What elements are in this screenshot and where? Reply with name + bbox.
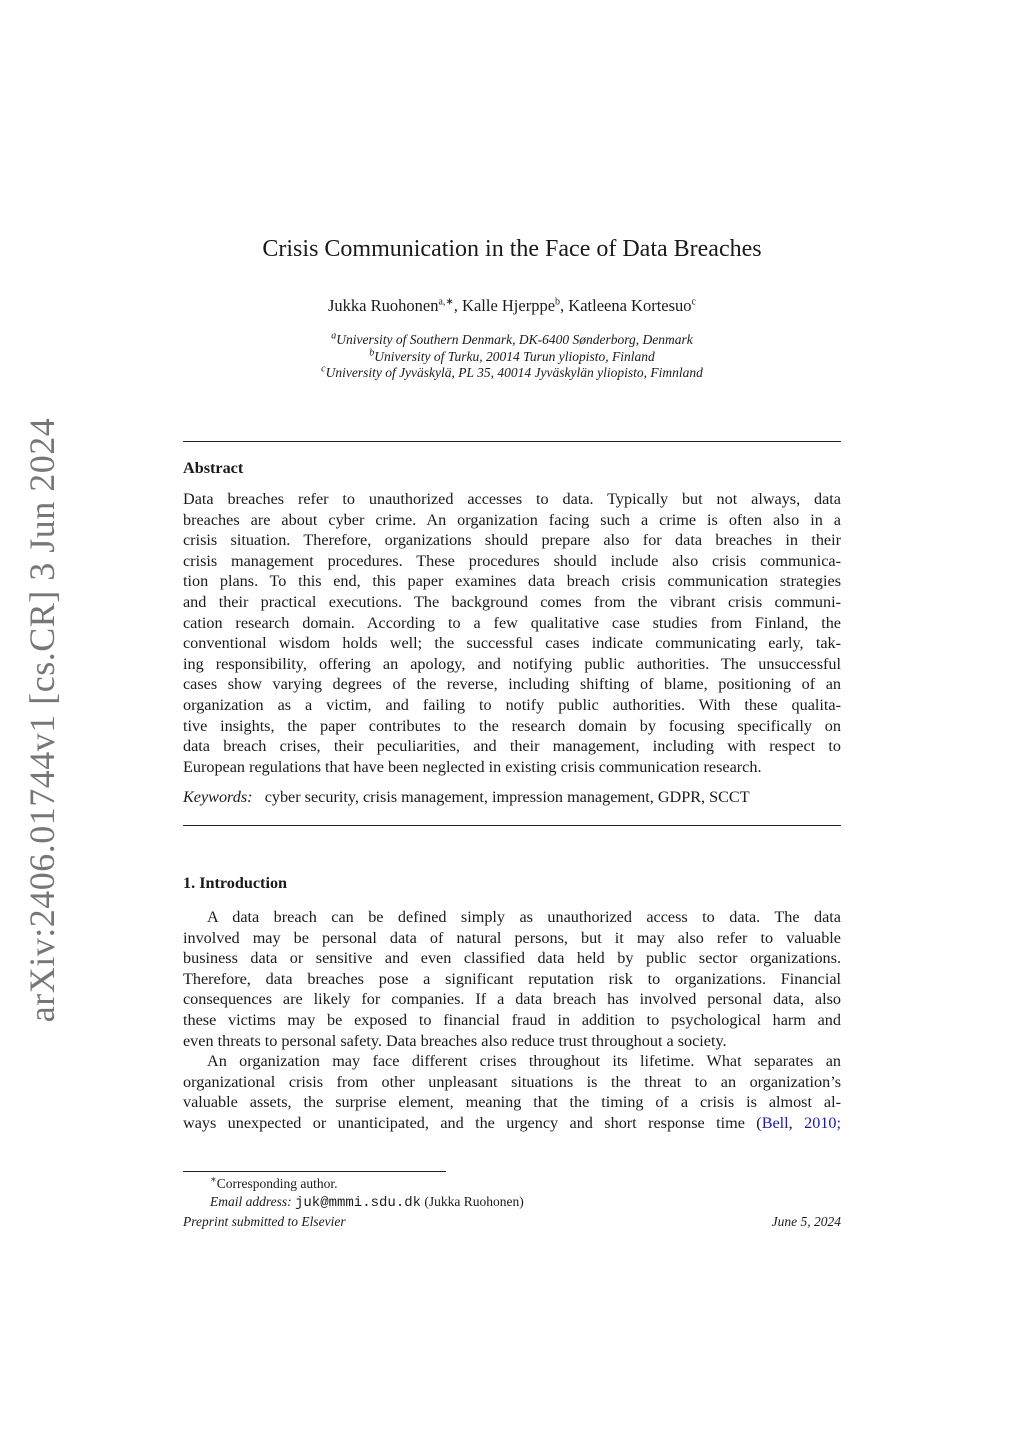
paragraph-line: these victims may be exposed to financial fraud in addition to psychological harm and [183,1010,841,1029]
footnote-rule [183,1171,446,1172]
arxiv-identifier: arXiv:2406.01744v1 [cs.CR] 3 Jun 2024 [22,417,62,1023]
keywords-label: Keywords: [183,788,253,807]
line-text: ways unexpected or unanticipated, and the urgency and short response time ( [183,1113,762,1132]
citation-year-link[interactable]: 2010 [804,1113,837,1132]
introduction-section [183,874,841,1134]
paragraph-line: business data or sensitive and even classified data held by public sector organizations. [183,949,841,968]
affil-text: University of Southern Denmark, DK-6400 Sønderborg, Denmark [336,332,693,347]
paragraph-line: organization as a victim, and failing to notify public authorities. With these qualita- [183,695,841,714]
paragraph-line: data breach crises, their peculiarities, and their management, including with respect to [183,737,841,756]
affiliation [0,349,1024,366]
cite-author[interactable]: Bell [761,1113,789,1132]
paragraph-line: involved may be personal data of natural persons, but it may also refer to valuable [183,928,841,947]
email-address[interactable]: juk@mmmi.sdu.dk [295,1195,422,1211]
affil-mark: b [369,347,375,358]
cite-sep: , [788,1113,805,1132]
paragraph-line: breaches are about cyber crime. An organization facing such a crime is often also in a [183,510,841,529]
paragraph-line: crisis situation. Therefore, organizations should prepare also for data breaches in their [183,531,841,550]
email-label: Email address: [210,1194,292,1209]
footnote [210,1175,524,1212]
paragraph-line: consequences are likely for companies. If a data breach has involved personal data, also [183,990,841,1009]
paragraph-line: European regulations that have been neglected in existing crisis communication research. [183,757,762,776]
author: Jukka Ruohonen [328,296,439,315]
affiliation [0,365,1024,382]
abstract-top-rule [183,441,841,442]
author: Kalle Hjerppe [462,296,556,315]
author: Katleena Kortesuo [568,296,692,315]
affil-text: University of Jyväskylä, PL 35, 40014 Jyväskylän yliopisto, Fimnland [325,365,703,380]
affiliation [0,332,1024,349]
cite-tail: ; [836,1113,841,1132]
keywords [183,788,841,807]
paragraph-line: even threats to personal safety. Data breaches also reduce trust throughout a society. [183,1031,727,1050]
paragraph [183,1051,841,1113]
affil-text: University of Turku, 20014 Turun yliopisto, Finland [374,348,655,364]
keywords-list: cyber security, crisis management, impression management, GDPR, SCCT [264,788,750,807]
abstract-body [183,489,841,777]
citation-link[interactable] [762,1114,789,1132]
paragraph-line [183,1113,841,1134]
paragraph-line: An organization may face different crises throughout its lifetime. What separates an [207,1052,841,1071]
paragraph [183,907,841,1051]
paragraph-line: conventional wisdom holds well; the successful cases indicate communicating early, tak- [183,634,841,653]
author-affil-mark: b [555,296,561,308]
paper-title: Crisis Communication in the Face of Data Breaches [262,236,762,262]
affiliations [0,332,1024,382]
paragraph-line: crisis management procedures. These procedures should include also crisis communica- [183,551,841,570]
paragraph-line: organizational crisis from other unpleasant situations is the threat to an organization’s [183,1072,841,1091]
paragraph-line: tive insights, the paper contributes to the research domain by focusing specifically on [183,716,841,735]
author-list: Jukka Ruohonen$^{a,∗}$, Kalle Hjerppe$^b$, Katleena Kortesuo$^c$ [328,296,696,315]
abstract-bottom-rule [183,825,841,826]
paragraph-line: Data breaches refer to unauthorized accesses to data. Typically but not always, data [183,490,841,508]
footer-left: Preprint submitted to Elsevier [183,1214,346,1229]
paragraph-line: valuable assets, the surprise element, meaning that the timing of a crisis is almost al- [183,1093,841,1112]
paragraph-line: A data breach can be defined simply as unauthorized access to data. The data [207,908,841,926]
page-footer [183,1213,841,1231]
footnote-mark: ∗ [210,1174,217,1186]
section-heading: 1. Introduction [183,874,288,892]
paragraph-line: Therefore, data breaches pose a significant reputation risk to organizations. Financial [183,969,841,988]
footnote-text: Corresponding author. [216,1176,338,1191]
affil-mark: a [331,330,337,342]
email-owner: (Jukka Ruohonen) [424,1194,524,1209]
paragraph-line: ing responsibility, offering an apology, and notifying public authorities. The unsuccessful [183,654,841,673]
paragraph-line: and their practical executions. The background comes from the vibrant crisis communi- [183,592,841,611]
footer-date: June 5, 2024 [771,1214,841,1229]
abstract-heading: Abstract [183,459,244,477]
author-affil-mark: a,∗ [438,296,454,308]
paragraph-line: cation research domain. According to a few qualitative case studies from Finland, the [183,613,841,632]
abstract-section [183,459,841,807]
paragraph-line: tion plans. To this end, this paper examines data breach crisis communication strategies [183,572,841,591]
affil-mark: c [321,363,326,375]
author-affil-mark: c [691,296,696,308]
paragraph-line: cases show varying degrees of the reverse, including shifting of blame, positioning of an [183,675,841,694]
